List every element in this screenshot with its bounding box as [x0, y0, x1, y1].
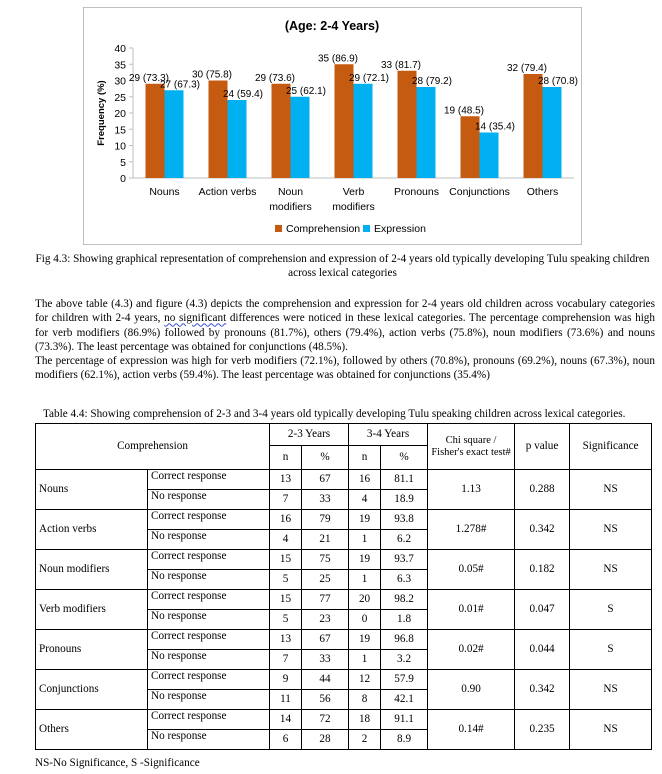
- header-chi-square: Chi square / Fisher's exact test#: [428, 424, 515, 470]
- value-cell: 6.2: [381, 530, 428, 550]
- value-cell: 4: [270, 530, 302, 550]
- y-tick-label: 20: [114, 108, 126, 120]
- header-percent: %: [302, 446, 349, 470]
- response-type-cell: No response: [148, 610, 270, 630]
- data-label: 28 (70.8): [537, 76, 579, 87]
- y-tick-label: 10: [114, 140, 126, 153]
- value-cell: 13: [270, 470, 302, 490]
- value-cell: 6: [270, 730, 302, 750]
- data-label: 33 (81.7): [380, 59, 422, 71]
- value-cell: 93.7: [381, 550, 428, 570]
- header-n: n: [349, 446, 381, 470]
- value-cell: 7: [270, 650, 302, 670]
- value-cell: 81.1: [381, 470, 428, 490]
- value-cell: 75: [302, 550, 349, 570]
- value-cell: 8.9: [381, 730, 428, 750]
- value-cell: 15: [270, 590, 302, 610]
- x-tick-label: Nouns: [149, 186, 180, 198]
- significance-cell: NS: [570, 550, 652, 590]
- data-label: 19 (48.5): [443, 105, 485, 117]
- value-cell: 0: [349, 610, 381, 630]
- y-axis-label: Frequency (%): [96, 80, 107, 146]
- data-label: 29 (72.1): [348, 72, 390, 84]
- chi-square-cell: 0.14#: [428, 710, 515, 750]
- significance-cell: NS: [570, 510, 652, 550]
- value-cell: 44: [302, 670, 349, 690]
- response-type-cell: Correct response: [148, 590, 270, 610]
- value-cell: 18.9: [381, 490, 428, 510]
- significance-cell: S: [570, 590, 652, 630]
- x-tick-label: Pronouns: [394, 186, 439, 198]
- table-row: [36, 670, 652, 690]
- p-value-cell: 0.342: [515, 670, 570, 710]
- value-cell: 1: [349, 570, 381, 590]
- value-cell: 79: [302, 510, 349, 530]
- response-type-cell: No response: [148, 570, 270, 590]
- category-cell: Verb modifiers: [36, 590, 148, 630]
- x-tick-label: modifiers: [332, 201, 375, 213]
- legend-swatch-expression: [363, 225, 370, 232]
- legend-label: Expression: [374, 223, 426, 235]
- value-cell: 57.9: [381, 670, 428, 690]
- paragraph-text: differences were noticed in these lexical categories. The percentage comprehension was high for verb modifiers (86.9%) followed by pronouns (81.7%), others (79.4%), action verbs (75.8%), noun modifiers (73.6%) and nouns (73.3%). The least percentage was obtained for conjunctions (48.5%).: [35, 312, 655, 354]
- significance-cell: NS: [570, 710, 652, 750]
- category-cell: Noun modifiers: [36, 550, 148, 590]
- table-row: [36, 470, 652, 490]
- bar-expression: [165, 90, 184, 178]
- value-cell: 1: [349, 530, 381, 550]
- y-tick-label: 30: [114, 75, 126, 88]
- header-2-3-years: 2-3 Years: [270, 424, 349, 446]
- category-cell: Action verbs: [36, 510, 148, 550]
- header-significance: Significance: [570, 424, 652, 470]
- chart-canvas: [84, 8, 581, 244]
- value-cell: 11: [270, 690, 302, 710]
- response-type-cell: No response: [148, 690, 270, 710]
- value-cell: 8: [349, 690, 381, 710]
- response-type-cell: No response: [148, 730, 270, 750]
- value-cell: 33: [302, 650, 349, 670]
- x-tick-label: Action verbs: [198, 186, 257, 198]
- p-value-cell: 0.044: [515, 630, 570, 670]
- value-cell: 21: [302, 530, 349, 550]
- significance-cell: NS: [570, 470, 652, 510]
- value-cell: 5: [270, 610, 302, 630]
- value-cell: 16: [349, 470, 381, 490]
- value-cell: 5: [270, 570, 302, 590]
- value-cell: 93.8: [381, 510, 428, 530]
- value-cell: 19: [349, 510, 381, 530]
- value-cell: 67: [302, 470, 349, 490]
- data-label: 14 (35.4): [474, 121, 516, 133]
- value-cell: 12: [349, 670, 381, 690]
- bar-comprehension: [524, 74, 543, 178]
- response-type-cell: Correct response: [148, 550, 270, 570]
- significance-cell: NS: [570, 670, 652, 710]
- x-tick-label: modifiers: [269, 201, 312, 213]
- chi-square-cell: 0.02#: [428, 630, 515, 670]
- category-cell: Nouns: [36, 470, 148, 510]
- y-tick-label: 5: [120, 156, 126, 169]
- bar-expression: [291, 97, 310, 178]
- value-cell: 77: [302, 590, 349, 610]
- bar-expression: [354, 84, 373, 178]
- table-row: [36, 550, 652, 570]
- value-cell: 19: [349, 630, 381, 650]
- header-n: n: [270, 446, 302, 470]
- header-percent: %: [381, 446, 428, 470]
- table-body: [36, 470, 652, 750]
- chart-title: (Age: 2-4 Years): [284, 19, 380, 33]
- bar-comprehension: [146, 84, 165, 178]
- value-cell: 1.8: [381, 610, 428, 630]
- chi-square-cell: 0.01#: [428, 590, 515, 630]
- y-tick-label: 25: [114, 91, 126, 104]
- response-type-cell: No response: [148, 650, 270, 670]
- footnote: NS-No Significance, S -Significance: [35, 757, 200, 769]
- data-label: 30 (75.8): [191, 69, 233, 81]
- table-row: [36, 510, 652, 530]
- p-value-cell: 0.342: [515, 510, 570, 550]
- data-label: 32 (79.4): [506, 63, 548, 74]
- chi-square-cell: 0.90: [428, 670, 515, 710]
- data-label: 27 (67.3): [159, 79, 201, 91]
- data-table: [35, 423, 652, 750]
- value-cell: 16: [270, 510, 302, 530]
- value-cell: 28: [302, 730, 349, 750]
- category-cell: Conjunctions: [36, 670, 148, 710]
- value-cell: 18: [349, 710, 381, 730]
- p-value-cell: 0.235: [515, 710, 570, 750]
- y-tick-label: 40: [114, 43, 126, 55]
- table-caption: Table 4.4: Showing comprehension of 2-3 and 3-4 years old typically developing Tulu speaking children across lexical categories.: [43, 408, 626, 420]
- data-label: 24 (59.4): [222, 89, 264, 100]
- chi-square-cell: 1.278#: [428, 510, 515, 550]
- x-tick-label: Conjunctions: [449, 186, 510, 198]
- value-cell: 25: [302, 570, 349, 590]
- response-type-cell: No response: [148, 530, 270, 550]
- p-value-cell: 0.182: [515, 550, 570, 590]
- header-3-4-years: 3-4 Years: [349, 424, 428, 446]
- value-cell: 23: [302, 610, 349, 630]
- value-cell: 67: [302, 630, 349, 650]
- y-tick-label: 0: [120, 173, 126, 185]
- response-type-cell: Correct response: [148, 670, 270, 690]
- value-cell: 96.8: [381, 630, 428, 650]
- value-cell: 4: [349, 490, 381, 510]
- value-cell: 6.3: [381, 570, 428, 590]
- table-row: [36, 590, 652, 610]
- value-cell: 2: [349, 730, 381, 750]
- value-cell: 15: [270, 550, 302, 570]
- x-tick-label: Noun: [277, 186, 304, 198]
- x-tick-label: Verb: [342, 186, 365, 198]
- value-cell: 33: [302, 490, 349, 510]
- response-type-cell: Correct response: [148, 630, 270, 650]
- data-label: 29 (73.6): [254, 72, 296, 84]
- bar-expression: [228, 100, 247, 178]
- response-type-cell: Correct response: [148, 710, 270, 730]
- data-label: 25 (62.1): [285, 85, 327, 97]
- chi-square-cell: 0.05#: [428, 550, 515, 590]
- category-cell: Pronouns: [36, 630, 148, 670]
- chi-square-cell: 1.13: [428, 470, 515, 510]
- bar-chart: [83, 7, 582, 245]
- value-cell: 3.2: [381, 650, 428, 670]
- table-header-row: [36, 424, 652, 446]
- value-cell: 98.2: [381, 590, 428, 610]
- paragraph-comprehension: [35, 297, 655, 355]
- category-cell: Others: [36, 710, 148, 750]
- data-label: 35 (86.9): [317, 53, 359, 65]
- x-tick-label: Others: [526, 186, 559, 198]
- paragraph-text: The above table (4.3) and figure (4.3) depicts the comprehension and expression for 2-4 years old children across vocabulary categories for children with 2-4 years,: [35, 298, 655, 325]
- legend-label: Comprehension: [286, 223, 361, 235]
- value-cell: 19: [349, 550, 381, 570]
- value-cell: 1: [349, 650, 381, 670]
- response-type-cell: Correct response: [148, 510, 270, 530]
- data-label: 28 (79.2): [411, 76, 453, 87]
- value-cell: 13: [270, 630, 302, 650]
- table-row: [36, 710, 652, 730]
- y-tick-label: 15: [114, 124, 126, 137]
- header-p-value: p value: [515, 424, 570, 470]
- header-comprehension: Comprehension: [36, 424, 270, 470]
- legend-swatch-comprehension: [275, 225, 282, 232]
- p-value-cell: 0.288: [515, 470, 570, 510]
- response-type-cell: No response: [148, 490, 270, 510]
- y-tick-label: 35: [114, 59, 126, 72]
- value-cell: 42.1: [381, 690, 428, 710]
- bar-comprehension: [272, 84, 291, 178]
- bar-expression: [417, 87, 436, 178]
- table-row: [36, 630, 652, 650]
- value-cell: 56: [302, 690, 349, 710]
- spellcheck-underlined-text: no significant: [164, 312, 227, 325]
- bar-expression: [480, 133, 499, 179]
- value-cell: 91.1: [381, 710, 428, 730]
- bar-expression: [543, 87, 562, 178]
- value-cell: 20: [349, 590, 381, 610]
- value-cell: 7: [270, 490, 302, 510]
- p-value-cell: 0.047: [515, 590, 570, 630]
- significance-cell: S: [570, 630, 652, 670]
- response-type-cell: Correct response: [148, 470, 270, 490]
- data-label: 29 (73.3): [128, 72, 170, 84]
- value-cell: 14: [270, 710, 302, 730]
- value-cell: 9: [270, 670, 302, 690]
- figure-caption: Fig 4.3: Showing graphical representation of comprehension and expression of 2-4 years old typically developing Tulu speaking children across lexical categories: [35, 253, 650, 279]
- value-cell: 72: [302, 710, 349, 730]
- paragraph-expression: The percentage of expression was high for verb modifiers (72.1%), followed by others (70.8%), pronouns (69.2%), nouns (67.3%), noun modifiers (62.1%), action verbs (59.4%). The least percentage was obtained for conjunctions (35.4%): [35, 355, 655, 382]
